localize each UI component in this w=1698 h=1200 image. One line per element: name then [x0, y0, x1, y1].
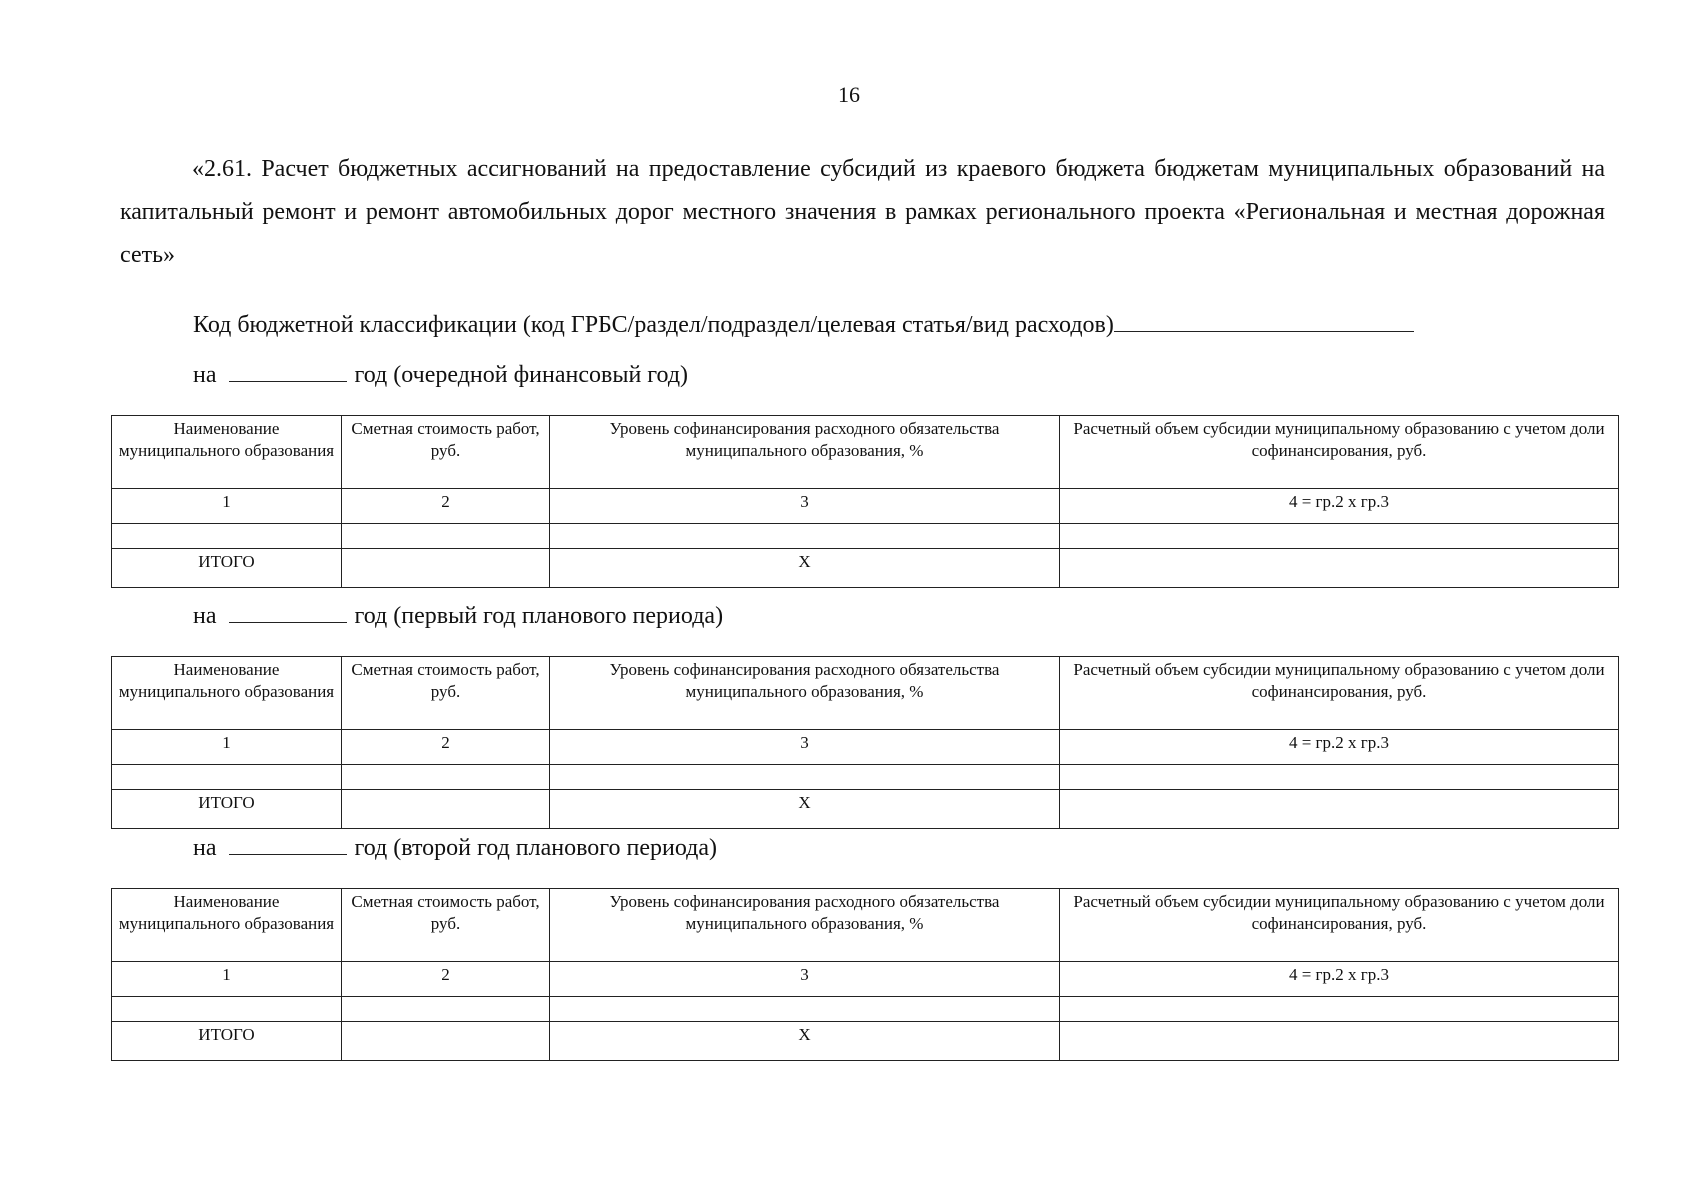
- budget-classification-label: Код бюджетной классификации (код ГРБС/раздел/подраздел/целевая статья/вид расходов): [193, 312, 1114, 338]
- header-subsidy-volume: Расчетный объем субсидии муниципальному образованию с учетом доли софинансирования, руб.: [1060, 416, 1619, 489]
- column-number: 3: [550, 962, 1060, 997]
- header-estimated-cost: Сметная стоимость работ, руб.: [342, 657, 550, 730]
- header-cofinancing-level: Уровень софинансирования расходного обязательства муниципального образования, %: [550, 889, 1060, 962]
- empty-cell: [550, 524, 1060, 549]
- header-estimated-cost: Сметная стоимость работ, руб.: [342, 416, 550, 489]
- header-municipality: Наименование муниципального образования: [112, 889, 342, 962]
- column-number: 1: [112, 730, 342, 765]
- empty-data-row: [112, 765, 1619, 790]
- empty-cell: [1060, 549, 1619, 588]
- na-label: на: [193, 362, 217, 388]
- total-x-mark: Х: [550, 1022, 1060, 1061]
- total-x-mark: Х: [550, 549, 1060, 588]
- table-header-row: [112, 889, 1619, 962]
- column-number-row: [112, 962, 1619, 997]
- total-row: [112, 1022, 1619, 1061]
- year-blank: [229, 363, 347, 382]
- empty-cell: [1060, 524, 1619, 549]
- year-description: год (второй год планового периода): [354, 835, 718, 861]
- total-row: [112, 549, 1619, 588]
- column-number: 1: [112, 489, 342, 524]
- column-number: 1: [112, 962, 342, 997]
- empty-cell: [342, 790, 550, 829]
- table-header-row: [112, 416, 1619, 489]
- empty-cell: [1060, 1022, 1619, 1061]
- total-label: ИТОГО: [112, 1022, 342, 1061]
- total-label: ИТОГО: [112, 549, 342, 588]
- header-municipality: Наименование муниципального образования: [112, 416, 342, 489]
- na-label: на: [193, 835, 217, 861]
- calculation-table-2: [111, 656, 1619, 829]
- header-subsidy-volume: Расчетный объем субсидии муниципальному образованию с учетом доли софинансирования, руб.: [1060, 889, 1619, 962]
- year-description: год (очередной финансовый год): [354, 362, 689, 388]
- empty-cell: [342, 524, 550, 549]
- page-number: 16: [838, 82, 860, 107]
- year-blank: [229, 604, 347, 623]
- header-cofinancing-level: Уровень софинансирования расходного обязательства муниципального образования, %: [550, 657, 1060, 730]
- year-line-3: [193, 835, 717, 862]
- year-line-2: [193, 603, 723, 630]
- empty-cell: [342, 1022, 550, 1061]
- year-line-1: [193, 362, 688, 389]
- empty-cell: [342, 765, 550, 790]
- empty-cell: [112, 997, 342, 1022]
- year-blank: [229, 836, 347, 855]
- empty-data-row: [112, 997, 1619, 1022]
- column-number-row: [112, 730, 1619, 765]
- empty-cell: [342, 549, 550, 588]
- empty-cell: [1060, 790, 1619, 829]
- empty-cell: [550, 997, 1060, 1022]
- column-number: 3: [550, 730, 1060, 765]
- total-row: [112, 790, 1619, 829]
- header-estimated-cost: Сметная стоимость работ, руб.: [342, 889, 550, 962]
- header-cofinancing-level: Уровень софинансирования расходного обязательства муниципального образования, %: [550, 416, 1060, 489]
- column-number-row: [112, 489, 1619, 524]
- column-number: 4 = гр.2 х гр.3: [1060, 489, 1619, 524]
- column-number: 2: [342, 489, 550, 524]
- table-header-row: [112, 657, 1619, 730]
- header-subsidy-volume: Расчетный объем субсидии муниципальному образованию с учетом доли софинансирования, руб.: [1060, 657, 1619, 730]
- calculation-table-1: [111, 415, 1619, 588]
- na-label: на: [193, 603, 217, 629]
- empty-cell: [1060, 765, 1619, 790]
- empty-cell: [550, 765, 1060, 790]
- total-x-mark: Х: [550, 790, 1060, 829]
- header-municipality: Наименование муниципального образования: [112, 657, 342, 730]
- empty-cell: [1060, 997, 1619, 1022]
- calculation-table-3: [111, 888, 1619, 1061]
- column-number: 2: [342, 962, 550, 997]
- empty-data-row: [112, 524, 1619, 549]
- budget-classification-line: [193, 312, 1613, 339]
- budget-classification-blank: [1114, 313, 1414, 332]
- section-heading: «2.61. Расчет бюджетных ассигнований на предоставление субсидий из краевого бюджета бюджетам муниципальных образований на капитальный ремонт и ремонт автомобильных дорог местного значения в рамках регионального проекта «Региональная и местная дорожная сеть»: [120, 156, 1605, 268]
- total-label: ИТОГО: [112, 790, 342, 829]
- empty-cell: [342, 997, 550, 1022]
- column-number: 4 = гр.2 х гр.3: [1060, 730, 1619, 765]
- column-number: 3: [550, 489, 1060, 524]
- column-number: 2: [342, 730, 550, 765]
- column-number: 4 = гр.2 х гр.3: [1060, 962, 1619, 997]
- empty-cell: [112, 524, 342, 549]
- empty-cell: [112, 765, 342, 790]
- year-description: год (первый год планового периода): [354, 603, 724, 629]
